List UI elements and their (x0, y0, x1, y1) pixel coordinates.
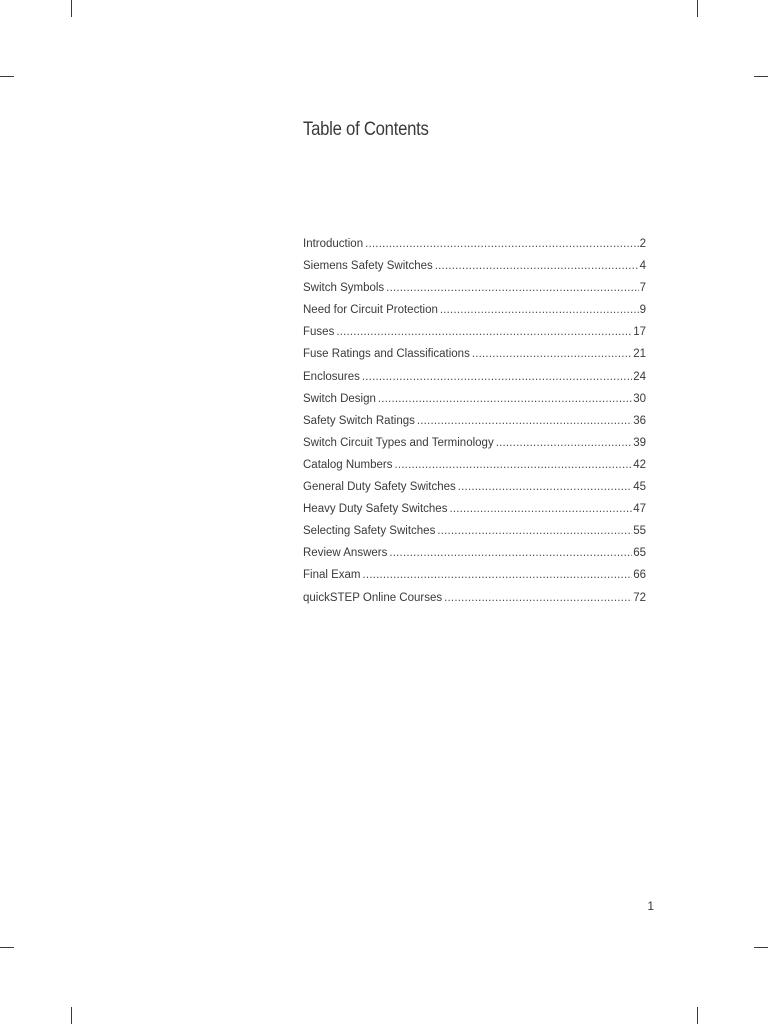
crop-mark-top-left (71, 0, 72, 17)
toc-entry[interactable] (303, 238, 646, 260)
page-number: 1 (647, 899, 654, 913)
toc-entry[interactable] (303, 326, 646, 348)
toc-entry-title: Review Answers (303, 547, 388, 560)
toc-entry-title: Selecting Safety Switches (303, 525, 436, 538)
dot-leader (362, 371, 632, 383)
toc-entry[interactable] (303, 481, 646, 503)
dot-leader (435, 260, 639, 272)
toc-entry-page: 24 (633, 370, 646, 383)
toc-entry-title: Introduction (303, 238, 364, 250)
crop-mark-left-bottom (0, 947, 14, 948)
toc-entry-page: 72 (633, 591, 646, 604)
table-of-contents (303, 238, 646, 614)
toc-entry-title: Need for Circuit Protection (303, 304, 438, 317)
toc-entry-page: 45 (633, 481, 646, 494)
dot-leader (365, 238, 638, 250)
toc-entry[interactable] (303, 348, 646, 370)
crop-mark-top-right (697, 0, 698, 17)
toc-entry-title: Fuse Ratings and Classifications (303, 348, 470, 361)
toc-entry[interactable] (303, 304, 646, 326)
toc-entry[interactable] (303, 260, 646, 282)
toc-entry-title: Fuses (303, 326, 335, 339)
toc-entry-page: 39 (633, 436, 646, 449)
toc-entry-title: Catalog Numbers (303, 458, 393, 471)
dot-leader (472, 348, 632, 360)
toc-entry-page: 36 (633, 414, 646, 427)
toc-entry-page: 66 (633, 569, 646, 582)
toc-entry-page: 9 (639, 304, 646, 317)
toc-entry[interactable] (303, 592, 646, 614)
toc-entry[interactable] (303, 393, 646, 415)
toc-entry-page: 7 (639, 282, 646, 295)
dot-leader (394, 459, 632, 471)
toc-entry[interactable] (303, 569, 646, 591)
dot-leader (440, 304, 639, 316)
toc-entry[interactable] (303, 415, 646, 437)
toc-entry-title: quickSTEP Online Courses (303, 591, 443, 604)
toc-entry-title: Switch Circuit Types and Terminology (303, 436, 494, 449)
toc-entry[interactable] (303, 282, 646, 304)
toc-entry-title: General Duty Safety Switches (303, 481, 456, 494)
toc-entry[interactable] (303, 547, 646, 569)
dot-leader (437, 525, 632, 537)
crop-mark-left-top (0, 76, 14, 77)
toc-entry-page: 21 (633, 348, 646, 361)
dot-leader (336, 326, 632, 338)
toc-entry-page: 55 (633, 525, 646, 538)
toc-entry-title: Switch Symbols (303, 282, 385, 295)
toc-entry[interactable] (303, 437, 646, 459)
toc-entry-title: Switch Design (303, 392, 376, 405)
toc-entry-title: Final Exam (303, 569, 361, 582)
crop-mark-right-top (754, 76, 768, 77)
dot-leader (444, 592, 632, 604)
dot-leader (386, 282, 638, 294)
toc-entry-page: 4 (639, 260, 646, 273)
toc-entry-page: 2 (639, 238, 646, 250)
dot-leader (378, 393, 632, 405)
crop-mark-bottom-right (697, 1007, 698, 1024)
toc-entry[interactable] (303, 525, 646, 547)
toc-entry[interactable] (303, 503, 646, 525)
toc-entry-title: Heavy Duty Safety Switches (303, 503, 448, 516)
dot-leader (496, 437, 633, 449)
dot-leader (363, 569, 633, 581)
toc-entry-page: 65 (633, 547, 646, 560)
toc-entry[interactable] (303, 459, 646, 481)
page-title: Table of Contents (303, 119, 429, 140)
toc-entry-page: 17 (633, 326, 646, 339)
dot-leader (449, 503, 632, 515)
dot-leader (458, 481, 632, 493)
dot-leader (417, 415, 632, 427)
toc-entry-page: 47 (633, 503, 646, 516)
toc-entry[interactable] (303, 371, 646, 393)
toc-entry-page: 30 (633, 392, 646, 405)
dot-leader (389, 547, 632, 559)
crop-mark-bottom-left (71, 1007, 72, 1024)
toc-entry-title: Safety Switch Ratings (303, 414, 415, 427)
toc-entry-page: 42 (633, 458, 646, 471)
toc-entry-title: Siemens Safety Switches (303, 260, 433, 273)
toc-entry-title: Enclosures (303, 370, 360, 383)
crop-mark-right-bottom (754, 947, 768, 948)
